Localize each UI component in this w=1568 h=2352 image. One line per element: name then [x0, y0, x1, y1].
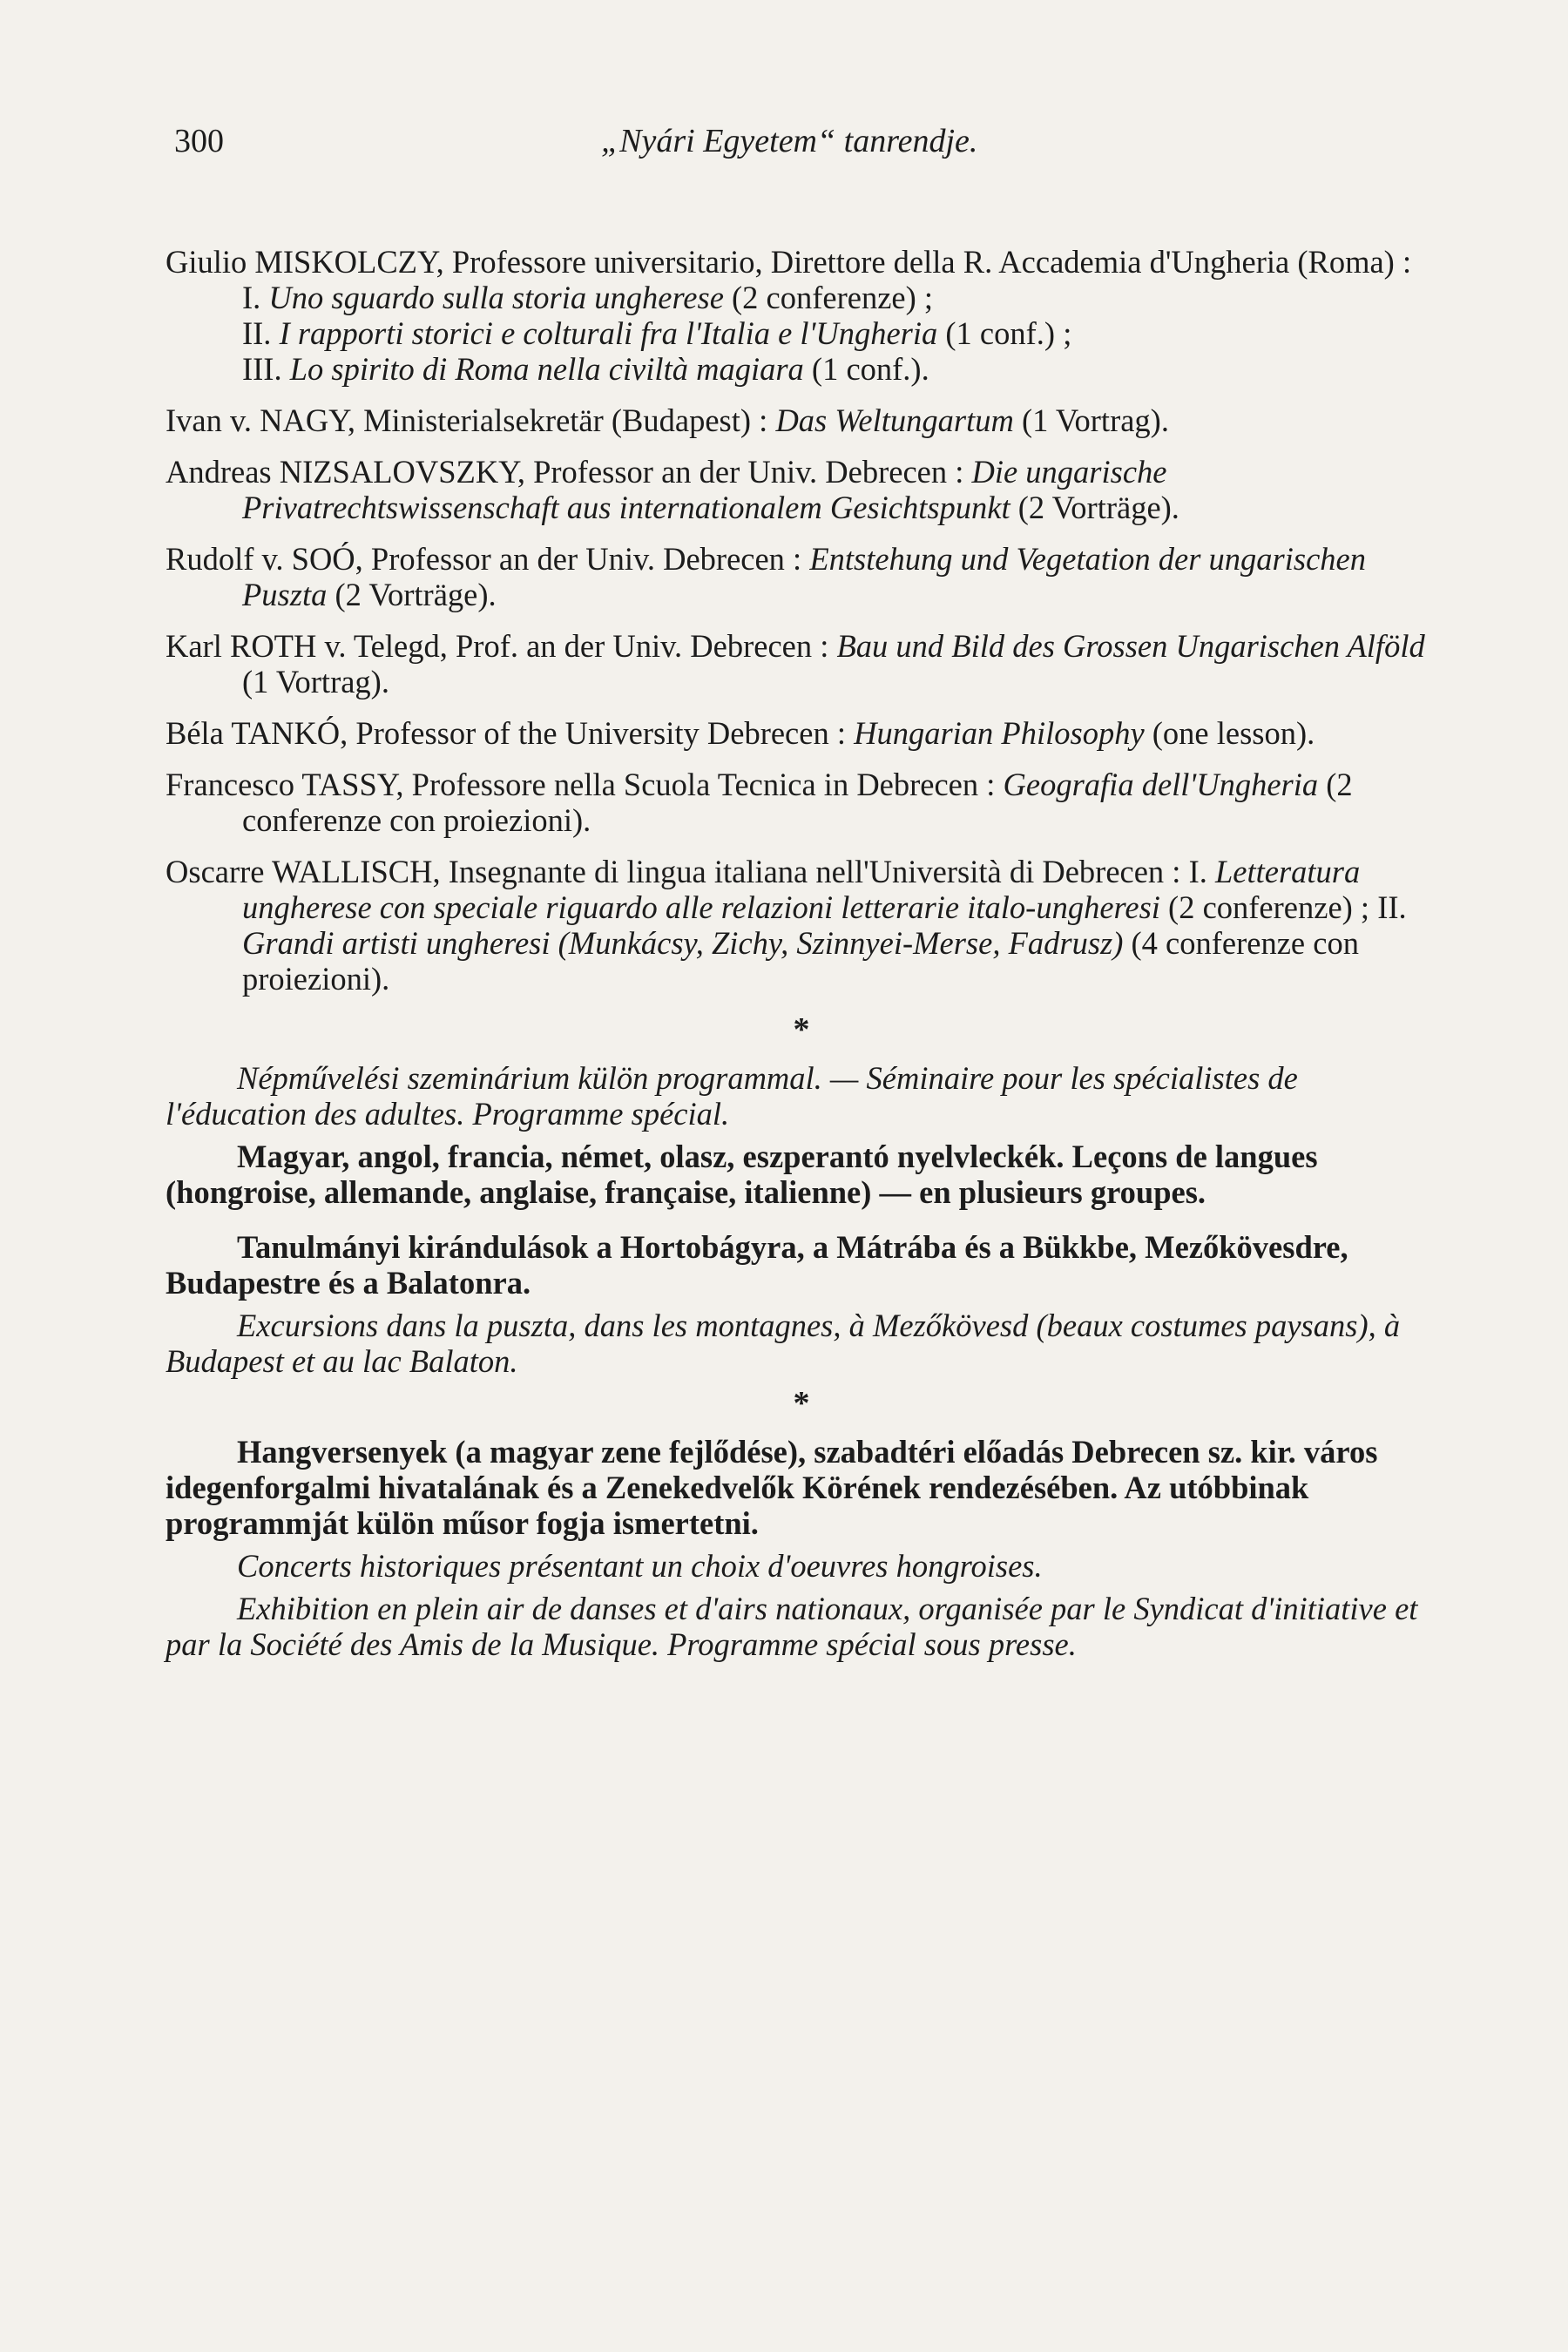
- lecturer-entry: [166, 244, 1437, 387]
- lecture-topic: Lo spirito di Roma nella civiltà magiara: [289, 351, 804, 387]
- lecture-count: (one lesson).: [1152, 715, 1315, 751]
- language-lessons: Magyar, angol, francia, német, olasz, eszperantó nyelvleckék. Leçons de langues (hongroise, allemande, anglaise, française, italienne) — en plusieurs groupes.: [166, 1139, 1318, 1210]
- lecture-list: [242, 280, 1437, 387]
- lecturer-name: Oscarre WALLISCH,: [166, 854, 441, 889]
- seminar-note: Népművelési szeminárium külön programmal. — Séminaire pour les spécialistes de l'éducation des adultes. Programme spécial.: [166, 1060, 1298, 1132]
- lecturer-title: Prof. an der Univ. Debrecen :: [455, 628, 829, 664]
- lecturer-entry: [166, 541, 1437, 612]
- lecturer-title: Ministerialsekretär (Budapest) :: [363, 402, 768, 438]
- lecturer-name: Karl ROTH v. Telegd,: [166, 628, 448, 664]
- lecturer-name: Béla TANKÓ,: [166, 715, 348, 751]
- lecture-topic: Entstehung und Vegetation der ungarischen Puszta: [242, 541, 1366, 612]
- running-title: „Nyári Egyetem“ tanrendje.: [601, 123, 978, 159]
- excursions-french: Excursions dans la puszta, dans les montagnes, à Mezőkövesd (beaux costumes paysans), à Budapest et au lac Balaton.: [166, 1308, 1401, 1379]
- lecturer-entry: [166, 454, 1437, 525]
- lecture-topic: Das Weltungartum: [775, 402, 1014, 438]
- exhibition-french: Exhibition en plein air de danses et d'airs nationaux, organisée par le Syndicat d'initiative et par la Société des Amis de la Musique. Programme spécial sous presse.: [166, 1591, 1418, 1662]
- section-separator: *: [793, 1385, 810, 1422]
- lecture-topic: Bau und Bild des Grossen Ungarischen Alföld: [836, 628, 1425, 664]
- lecture-topic: Hungarian Philosophy: [854, 715, 1145, 751]
- lecture-count: (1 Vortrag).: [242, 664, 389, 700]
- lecturer-name: Rudolf v. SOÓ,: [166, 541, 363, 577]
- page-header: [0, 122, 1568, 174]
- lecturer-entry: [166, 767, 1437, 838]
- page-number: 300: [174, 123, 224, 159]
- lecturer-title: Professore universitario, Direttore della R. Accademia d'Ungheria (Roma) :: [451, 244, 1412, 280]
- lecturer-title: Insegnante di lingua italiana nell'Università di Debrecen :: [448, 854, 1181, 889]
- lecture-count: (2 Vorträge).: [1017, 490, 1179, 525]
- list-item: II. I rapporti storici e colturali fra l'Italia e l'Ungheria (1 conf.) ;: [242, 315, 1072, 351]
- lecturer-entry: [166, 715, 1437, 751]
- list-item: III. Lo spirito di Roma nella civiltà magiara (1 conf.).: [242, 351, 929, 387]
- concerts-french: Concerts historiques présentant un choix d'oeuvres hongroises.: [237, 1548, 1043, 1584]
- lecturer-name: Giulio MISKOLCZY,: [166, 244, 444, 280]
- lecture-topic: Geografia dell'Ungheria: [1003, 767, 1319, 802]
- lecture-count: (2 Vorträge).: [335, 577, 497, 612]
- lecturer-title: Professor of the University Debrecen :: [355, 715, 846, 751]
- concerts-hungarian: Hangversenyek (a magyar zene fejlődése), szabadtéri előadás Debrecen sz. kir. város idegenforgalmi hivatalának és a Zenekedvelők Körének rendezésében. Az utóbbinak programmját külön műsor fogja ismertetni.: [166, 1434, 1378, 1541]
- lecturer-title: Professore nella Scuola Tecnica in Debrecen :: [411, 767, 996, 802]
- excursions-hungarian: Tanulmányi kirándulások a Hortobágyra, a Mátrába és a Bükkbe, Mezőkövesdre, Budapestre és a Balatonra.: [166, 1229, 1348, 1301]
- section-separator: *: [793, 1011, 810, 1048]
- lecture-count: (1 Vortrag).: [1022, 402, 1169, 438]
- lecturer-title: Professor an der Univ. Debrecen :: [533, 454, 964, 490]
- lecturer-entry: [166, 402, 1437, 438]
- lecture-topic: Grandi artisti ungheresi (Munkácsy, Zichy, Szinnyei-Merse, Fadrusz): [242, 925, 1124, 961]
- lecturer-name: Ivan v. NAGY,: [166, 402, 355, 438]
- lecture-topic: Die ungarische Privatrechtswissenschaft aus internationalem Gesichtspunkt: [242, 454, 1167, 525]
- lecturer-name: Andreas NIZSALOVSZKY,: [166, 454, 525, 490]
- lecturer-title: Professor an der Univ. Debrecen :: [370, 541, 802, 577]
- lecturer-name: Francesco TASSY,: [166, 767, 404, 802]
- lecture-count: (2 conferenze con proiezioni).: [242, 767, 1353, 838]
- lecture-topic: I rapporti storici e colturali fra l'Italia e l'Ungheria: [279, 315, 938, 351]
- page-content: [166, 244, 1437, 1669]
- lecture-topic: Uno sguardo sulla storia ungherese: [268, 280, 724, 315]
- lecture-topic: Letteratura ungherese con speciale riguardo alle relazioni letterarie italo-ungheresi: [242, 854, 1361, 925]
- lecturer-entry: [166, 628, 1437, 700]
- list-item: I. Uno sguardo sulla storia ungherese (2 conferenze) ;: [242, 280, 934, 315]
- lecturer-entry: Oscarre WALLISCH, Insegnante di lingua italiana nell'Università di Debrecen : I. Letteratura ungherese con speciale riguardo alle relazioni letterarie italo-ungheresi (2 conferenze) ; II. Grandi artisti ungheresi (Munkácsy, Zichy, Szinnyei-Merse, Fadrusz) (4 conferenze con proiezioni).: [166, 854, 1407, 997]
